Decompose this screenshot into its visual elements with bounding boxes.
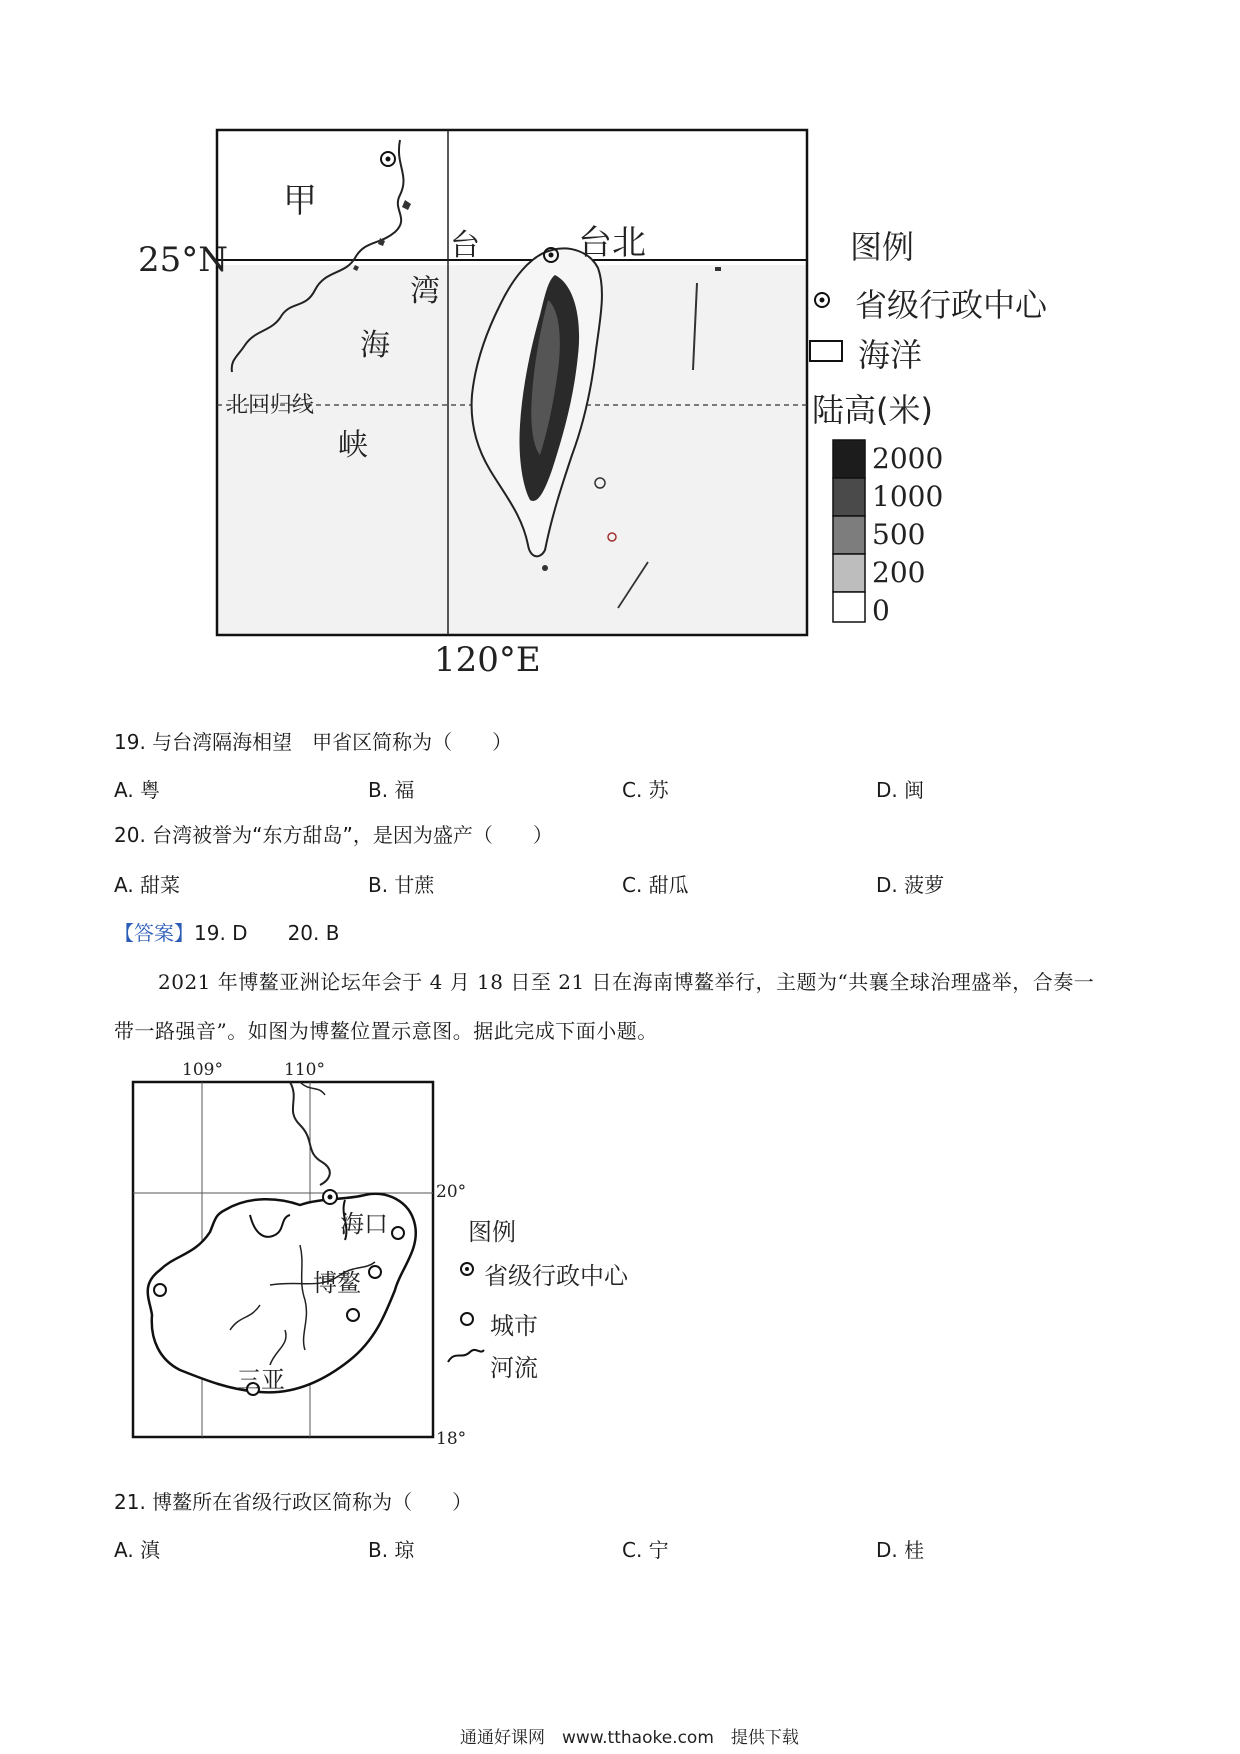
q21-option-c[interactable]: C. 宁 [622, 1538, 669, 1562]
passage-line-2: 带一路强音”。如图为博鳌位置示意图。据此完成下面小题。 [114, 1019, 658, 1043]
q19-option-d[interactable]: D. 闽 [876, 778, 925, 802]
label-taibei: 台北 [578, 223, 646, 263]
legend2-river-label: 河流 [490, 1354, 538, 1382]
legend-ocean-label: 海洋 [858, 336, 923, 374]
label-haikou: 海口 [340, 1210, 388, 1238]
label-hai: 海 [360, 328, 390, 363]
legend-scale-2000: 2000 [872, 442, 944, 475]
hainan-map [0, 1060, 700, 1450]
legend2-capital-label: 省级行政中心 [484, 1262, 628, 1290]
elevation-swatch-500 [833, 516, 865, 554]
legend-title: 图例 [850, 228, 915, 266]
taiwan-map-figure [0, 100, 1240, 680]
legend-elevation-title: 陆高(米) [812, 391, 933, 429]
answer-text: 19. D 20. B [194, 921, 340, 945]
legend2-title: 图例 [468, 1218, 516, 1246]
label-20: 20° [436, 1182, 467, 1202]
elevation-swatch-200 [833, 554, 865, 592]
label-tropic: 北回归线 [226, 393, 315, 418]
question-19-stem: 19. 与台湾隔海相望 甲省区简称为（ ） [114, 730, 513, 754]
legend-scale-200: 200 [872, 556, 926, 589]
elevation-swatch-1000 [833, 478, 865, 516]
taiwan-map [0, 100, 1240, 680]
label-boao: 博鳌 [313, 1269, 361, 1297]
q20-option-d[interactable]: D. 菠萝 [876, 873, 945, 897]
answer-line [114, 921, 339, 945]
q19-option-b[interactable]: B. 福 [368, 778, 415, 802]
hainan-map-figure [0, 1060, 700, 1450]
label-110: 110° [284, 1060, 325, 1080]
label-tai: 台 [450, 228, 480, 263]
label-18: 18° [436, 1429, 467, 1449]
label-120e: 120°E [434, 640, 541, 680]
legend-scale-1000: 1000 [872, 480, 944, 513]
q20-option-a[interactable]: A. 甜菜 [114, 873, 181, 897]
question-21-stem: 21. 博鳌所在省级行政区简称为（ ） [114, 1490, 473, 1514]
elevation-swatch-2000 [833, 440, 865, 478]
answer-tag: 【答案】 [114, 921, 194, 945]
q21-option-a[interactable]: A. 滇 [114, 1538, 161, 1562]
label-25n: 25°N [138, 240, 229, 280]
passage-line-1: 2021 年博鳌亚洲论坛年会于 4 月 18 日至 21 日在海南博鳌举行，主题为“共襄全球治理盛举，合奏一 [158, 970, 1095, 994]
label-xia: 峡 [338, 428, 368, 463]
q19-option-a[interactable]: A. 粤 [114, 778, 161, 802]
q19-option-c[interactable]: C. 苏 [622, 778, 669, 802]
label-109: 109° [182, 1060, 223, 1080]
legend2-city-label: 城市 [490, 1312, 538, 1340]
q21-option-d[interactable]: D. 桂 [876, 1538, 925, 1562]
label-sanya: 三亚 [237, 1366, 285, 1394]
q21-option-b[interactable]: B. 琼 [368, 1538, 415, 1562]
page-footer: 通通好课网 www.tthaoke.com 提供下载 [460, 1728, 799, 1748]
label-jia: 甲 [283, 181, 317, 221]
elevation-swatch-0 [833, 592, 865, 622]
legend-scale-500: 500 [872, 518, 926, 551]
question-20-stem: 20. 台湾被誉为“东方甜岛”，是因为盛产（ ） [114, 823, 553, 847]
legend-scale-0: 0 [872, 594, 890, 627]
label-wan: 湾 [410, 274, 440, 309]
q20-option-c[interactable]: C. 甜瓜 [622, 873, 689, 897]
q20-option-b[interactable]: B. 甘蔗 [368, 873, 435, 897]
legend-capital-label: 省级行政中心 [855, 286, 1048, 324]
